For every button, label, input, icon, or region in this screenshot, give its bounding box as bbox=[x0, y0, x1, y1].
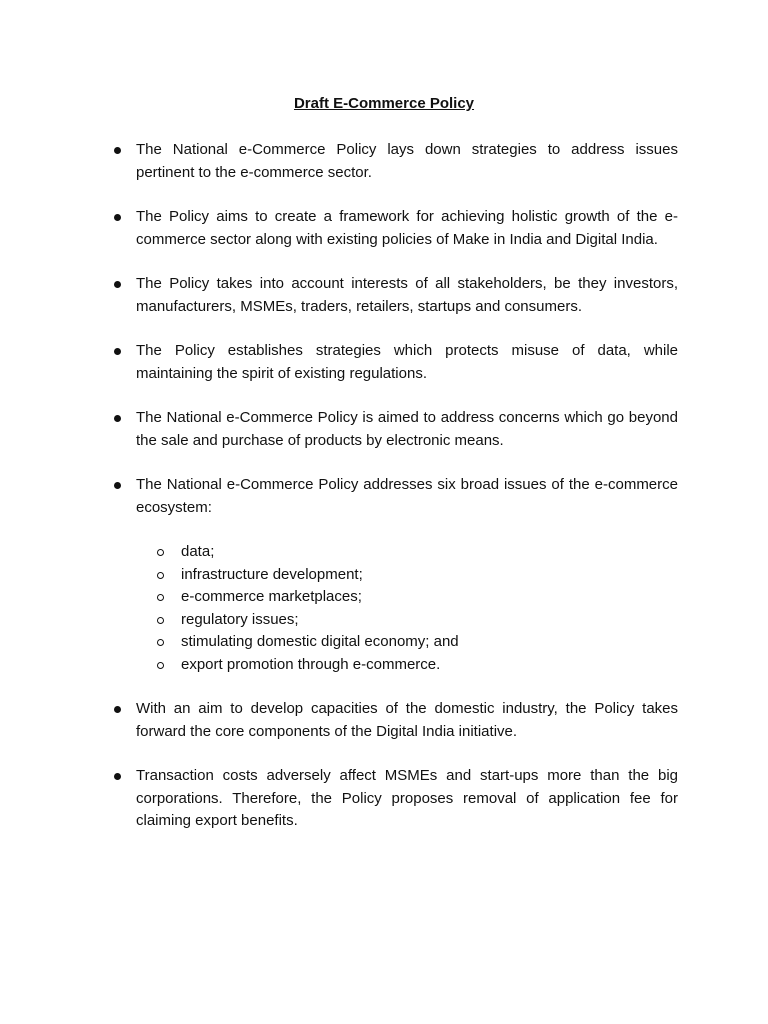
sub-bullet-text: export promotion through e-commerce. bbox=[181, 655, 441, 673]
sub-bullet-text: data; bbox=[181, 543, 215, 560]
bullet-text: The National e-Commerce Policy lays down strategies to address issues pertinent to the e-commerce sector. bbox=[136, 141, 678, 181]
sub-bullet-item bbox=[157, 631, 678, 654]
bullet-item bbox=[112, 273, 678, 318]
bullet-icon bbox=[114, 706, 121, 713]
bullet-icon bbox=[114, 214, 121, 221]
bullet-item bbox=[112, 340, 678, 385]
bullet-icon bbox=[114, 415, 121, 422]
bullet-list bbox=[112, 139, 678, 855]
bullet-icon bbox=[114, 147, 121, 154]
bullet-icon bbox=[114, 773, 121, 780]
bullet-text: The National e-Commerce Policy is aimed to address concerns which go beyond the sale and purchase of products by electronic means. bbox=[136, 409, 678, 449]
sub-bullet-item bbox=[157, 541, 678, 564]
sub-bullet-text: e-commerce marketplaces; bbox=[181, 588, 362, 605]
bullet-text: With an aim to develop capacities of the domestic industry, the Policy takes forward the core components of the Digital India initiative. bbox=[136, 700, 678, 740]
bullet-icon bbox=[114, 482, 121, 489]
sub-bullet-item bbox=[157, 564, 678, 587]
hollow-circle-icon bbox=[157, 639, 164, 646]
sub-bullet-item bbox=[157, 609, 678, 632]
hollow-circle-icon bbox=[157, 617, 164, 624]
bullet-item bbox=[112, 139, 678, 184]
hollow-circle-icon bbox=[157, 572, 164, 579]
bullet-item bbox=[112, 765, 678, 833]
hollow-circle-icon bbox=[157, 662, 164, 669]
sub-bullet-list bbox=[136, 541, 678, 676]
bullet-text: Transaction costs adversely affect MSMEs and start-ups more than the big corporations. Therefore, the Policy proposes removal of application fee for claiming export benefits. bbox=[136, 767, 678, 829]
bullet-item bbox=[112, 407, 678, 452]
hollow-circle-icon bbox=[157, 594, 164, 601]
sub-bullet-item bbox=[157, 654, 678, 677]
bullet-text: The National e-Commerce Policy addresses six broad issues of the e-commerce ecosystem: bbox=[136, 476, 678, 516]
bullet-item bbox=[112, 474, 678, 676]
bullet-item bbox=[112, 698, 678, 743]
sub-bullet-text: regulatory issues; bbox=[181, 610, 299, 628]
hollow-circle-icon bbox=[157, 549, 164, 556]
bullet-text: The Policy takes into account interests of all stakeholders, be they investors, manufacturers, MSMEs, traders, retailers, startups and consumers. bbox=[136, 275, 678, 315]
sub-bullet-text: stimulating domestic digital economy; and bbox=[181, 633, 459, 650]
document-title: Draft E-Commerce Policy bbox=[293, 95, 475, 112]
bullet-icon bbox=[114, 281, 121, 288]
bullet-text: The Policy aims to create a framework for achieving holistic growth of the e-commerce sector along with existing policies of Make in India and Digital India. bbox=[136, 208, 678, 248]
sub-bullet-item bbox=[157, 586, 678, 609]
sub-bullet-text: infrastructure development; bbox=[181, 565, 363, 583]
bullet-icon bbox=[114, 348, 121, 355]
bullet-text: The Policy establishes strategies which protects misuse of data, while maintaining the spirit of existing regulations. bbox=[136, 342, 678, 382]
bullet-item bbox=[112, 206, 678, 251]
